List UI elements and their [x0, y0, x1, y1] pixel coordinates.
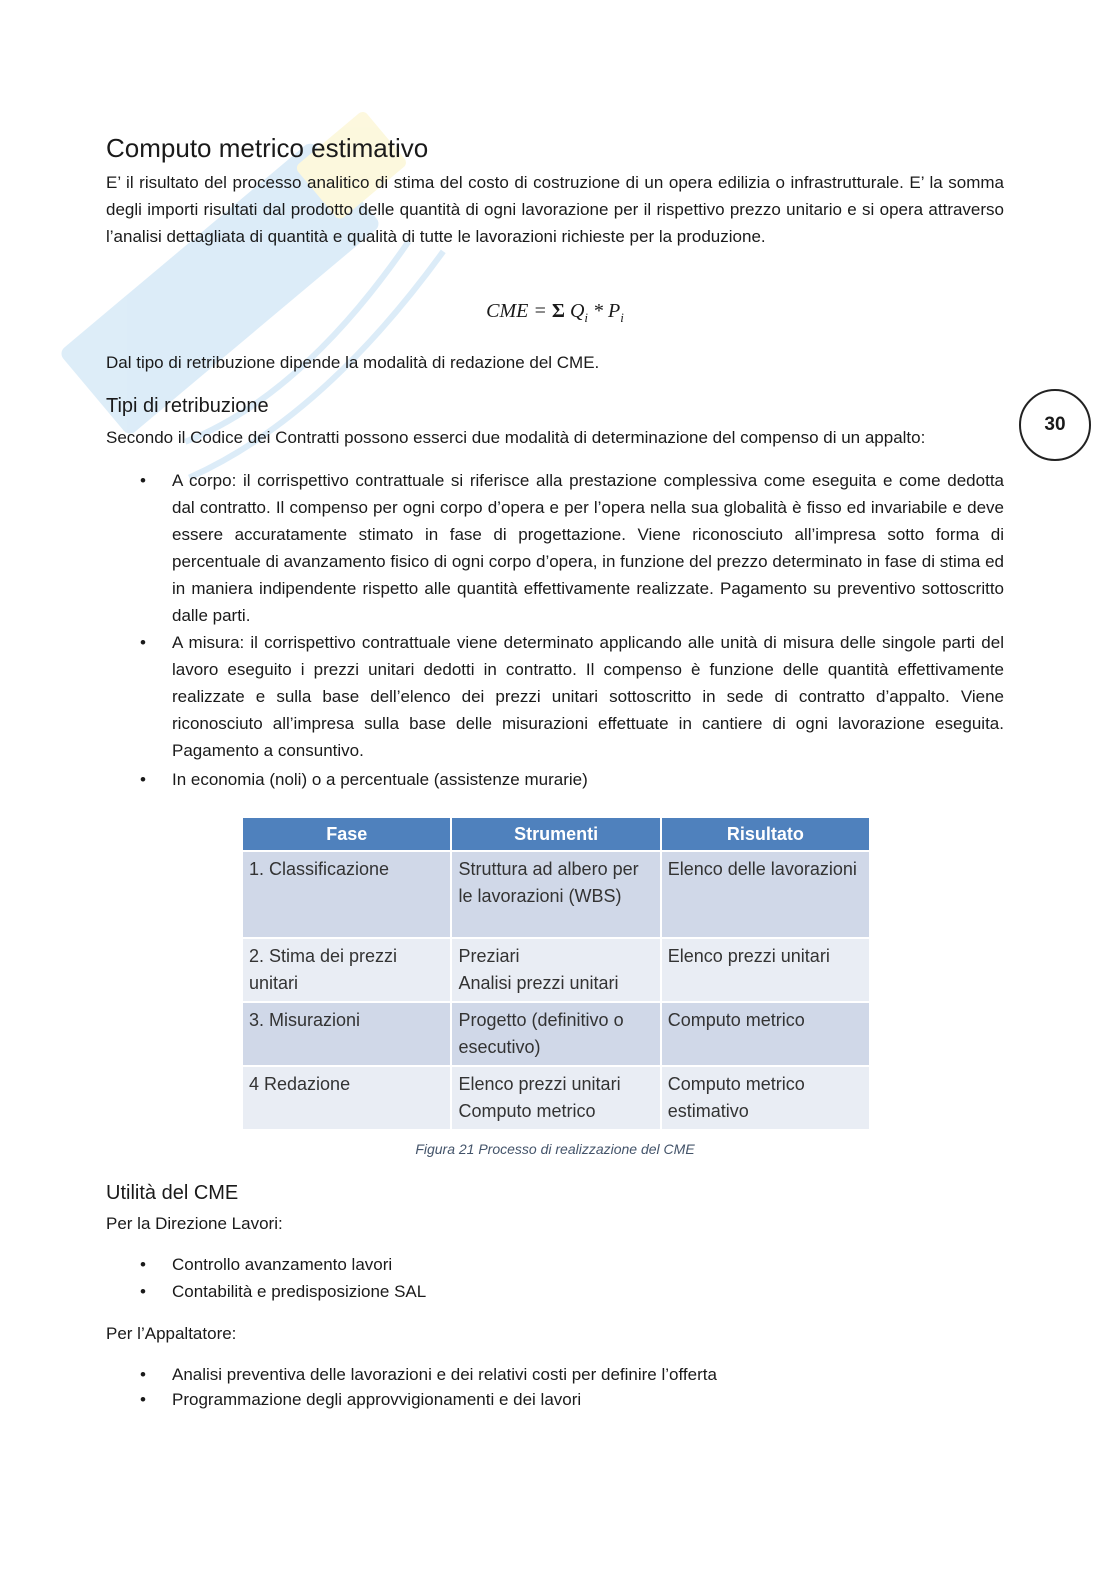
- retribuzione-list: [106, 467, 1004, 793]
- header-risultato: Risultato: [661, 817, 870, 851]
- app-label: Per l’Appaltatore:: [106, 1324, 237, 1343]
- formula-times: *: [588, 300, 609, 322]
- table-cell: Computo metrico: [661, 1002, 870, 1066]
- table-cell: Elenco prezzi unitari: [661, 938, 870, 1002]
- table-cell: 4 Redazione: [242, 1066, 451, 1130]
- bullet-icon: •: [140, 1282, 146, 1301]
- bullet-text: A misura: il corrispettivo contrattuale viene determinato applicando alle unità di misura delle singole parti del lavoro eseguito i prezzi unitari dedotti in contratto. Il compenso è funzione delle quantità effettivamente realizzate e sulla base dell’elenco dei prezzi unitari sottoscritto in sede di contratto d’appalto. Viene riconosciuto all’impresa sulla base delle misurazioni effettuate in cantiere di ogni lavorazione eseguita. Pagamento a consuntivo.: [172, 633, 1004, 760]
- table-cell: Elenco delle lavorazioni: [661, 851, 870, 938]
- page-number-badge: 30: [1019, 389, 1091, 461]
- bullet-icon: •: [140, 1365, 146, 1384]
- bullet-icon: •: [140, 770, 146, 789]
- bullet-icon: •: [140, 471, 146, 490]
- after-formula-text: Dal tipo di retribuzione dipende la modalità di redazione del CME.: [106, 353, 600, 372]
- table-cell: Struttura ad albero per le lavorazioni (WBS): [451, 851, 660, 938]
- bullet-icon: •: [140, 1390, 146, 1409]
- list-item: [106, 467, 1004, 629]
- utilita-title: Utilità del CME: [106, 1182, 239, 1204]
- bullet-text: Programmazione degli approvvigionamenti e dei lavori: [172, 1390, 582, 1409]
- formula-lhs: CME =: [486, 300, 547, 322]
- formula-q-sub: i: [584, 310, 589, 325]
- section-title: Computo metrico estimativo: [106, 133, 429, 163]
- bullet-text: A corpo: il corrispettivo contrattuale si riferisce alla prestazione complessiva come eseguita e come dedotta dal contratto. Il compenso per ogni corpo d’opera e per l’opera nella sua globalità è fisso ed invariabile e deve essere accuratamente stimato in fase di progettazione. Viene riconosciuto all’impresa sotto forma di percentuale di avanzamento fisico di ogni corpo d’opera, in funzione del prezzo determinato in fase di stima ed in maniera indipendente rispetto alle quantità effettivamente realizzate. Pagamento su preventivo sottoscritto dalle parti.: [172, 471, 1004, 625]
- figure-caption: Figura 21 Processo di realizzazione del CME: [415, 1141, 695, 1157]
- app-list: [106, 1362, 1004, 1412]
- list-item: [106, 766, 1004, 793]
- cme-formula: [106, 300, 1004, 326]
- intro-paragraph: E’ il risultato del processo analitico di stima del costo di costruzione di un opera edilizia o infrastrutturale. E’ la somma degli importi risultati dal prodotto delle quantità di ogni lavorazione per il rispettivo prezzo unitario e si opera attraverso l’analisi dettagliata di quantità e qualità di tutte le lavorazioni richieste per la produzione.: [106, 173, 1004, 246]
- table-cell: 1. Classificazione: [242, 851, 451, 938]
- list-item: [106, 1278, 1004, 1305]
- table-cell: Progetto (definitivo o esecutivo): [451, 1002, 660, 1066]
- list-item: [106, 629, 1004, 764]
- table-row: [242, 938, 870, 1002]
- formula-p: P: [608, 300, 621, 322]
- table-cell: Preziari Analisi prezzi unitari: [451, 938, 660, 1002]
- formula-p-sub: i: [620, 310, 624, 325]
- bullet-icon: •: [140, 1255, 146, 1274]
- cme-process-table: [241, 816, 871, 1131]
- bullet-icon: •: [140, 633, 146, 652]
- table-cell: Computo metrico estimativo: [661, 1066, 870, 1130]
- retribuzione-intro: Secondo il Codice dei Contratti possono esserci due modalità di determinazione del compenso di un appalto:: [106, 428, 926, 447]
- dl-list: [106, 1251, 1004, 1305]
- bullet-text: In economia (noli) o a percentuale (assistenze murarie): [172, 770, 588, 789]
- formula-q: Q: [569, 300, 585, 322]
- sum-symbol: Σ: [551, 300, 565, 322]
- dl-label: Per la Direzione Lavori:: [106, 1214, 283, 1233]
- list-item: [106, 1251, 1004, 1278]
- list-item: [106, 1387, 1004, 1412]
- list-item: [106, 1362, 1004, 1387]
- table-row: [242, 851, 870, 938]
- table-cell: Elenco prezzi unitari Computo metrico: [451, 1066, 660, 1130]
- table-header-row: [242, 817, 870, 851]
- bullet-text: Contabilità e predisposizione SAL: [172, 1282, 427, 1301]
- table-cell: 3. Misurazioni: [242, 1002, 451, 1066]
- table-row: [242, 1002, 870, 1066]
- retribuzione-title: Tipi di retribuzione: [106, 395, 269, 417]
- bullet-text: Controllo avanzamento lavori: [172, 1255, 393, 1274]
- header-strumenti: Strumenti: [451, 817, 660, 851]
- table-cell: 2. Stima dei prezzi unitari: [242, 938, 451, 1002]
- table-row: [242, 1066, 870, 1130]
- header-fase: Fase: [242, 817, 451, 851]
- bullet-text: Analisi preventiva delle lavorazioni e dei relativi costi per definire l’offerta: [172, 1365, 717, 1384]
